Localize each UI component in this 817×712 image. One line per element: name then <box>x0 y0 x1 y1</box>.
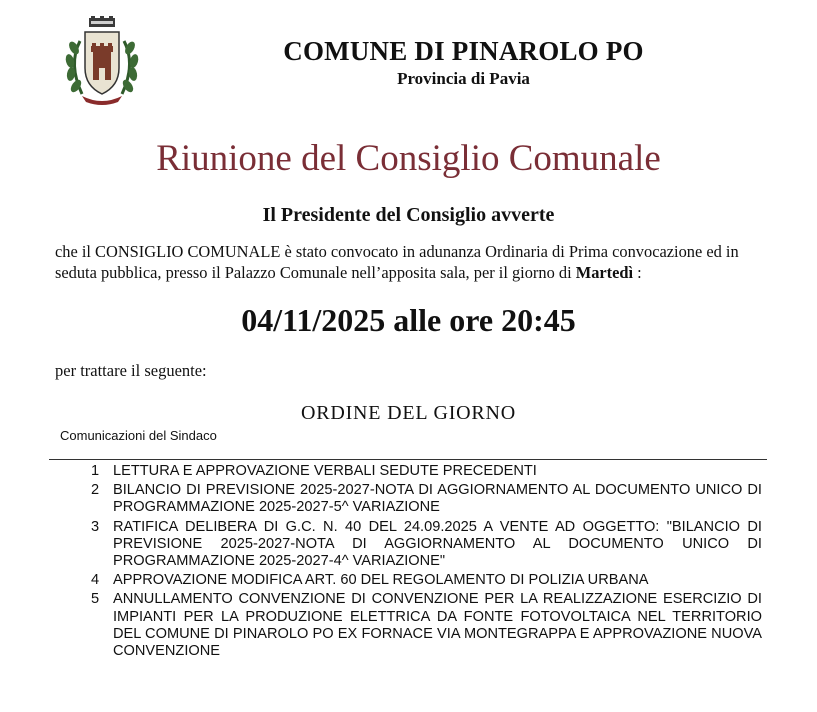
comune-name: COMUNE DI PINAROLO PO <box>283 36 644 66</box>
agenda-item-text: LETTURA E APPROVAZIONE VERBALI SEDUTE PRECEDENTI <box>113 463 537 479</box>
president-notice: Il Presidente del Consiglio avverte <box>262 204 555 226</box>
agenda-item-number: 4 <box>91 572 100 589</box>
convocation-paragraph <box>55 241 775 283</box>
page-title: Riunione del Consiglio Comunale <box>156 138 661 179</box>
convocation-text: che il CONSIGLIO COMUNALE è stato convocato in adunanza Ordinaria di Prima convocazione ed in seduta pubblica, presso il Palazzo Comunale nell’apposita sala, per il giorno di <box>55 242 739 282</box>
convocation-end: : <box>633 263 642 282</box>
agenda-item-number: 5 <box>91 591 100 608</box>
provincia-name: Provincia di Pavia <box>397 69 530 88</box>
mayor-communications: Comunicazioni del Sindaco <box>60 428 217 443</box>
agenda-item-text: APPROVAZIONE MODIFICA ART. 60 DEL REGOLAMENTO DI POLIZIA URBANA <box>113 572 649 589</box>
treat-following: per trattare il seguente: <box>55 361 207 380</box>
agenda-item-text: BILANCIO DI PREVISIONE 2025-2027-NOTA DI AGGIORNAMENTO AL DOCUMENTO UNICO DI PROGRAMMAZIONE 2025-2027-5^ VARIAZIONE <box>113 482 762 516</box>
agenda-item-text: RATIFICA DELIBERA DI G.C. N. 40 DEL 24.09.2025 A VENTE AD OGGETTO: "BILANCIO DI PREVISIONE 2025-2027-NOTA DI AGGIORNAMENTO AL DOCUMENTO UNICO DI PROGRAMMAZIONE 2025-2027-4^ VARIAZIONE" <box>113 518 762 570</box>
agenda-item <box>86 463 762 480</box>
agenda-list <box>86 463 762 662</box>
divider <box>49 459 767 460</box>
agenda-item <box>86 519 762 571</box>
agenda-item-text: ANNULLAMENTO CONVENZIONE DI CONVENZIONE PER LA REALIZZAZIONE ESERCIZIO DI IMPIANTI PER LA PRODUZIONE ELETTRICA DA FONTE FOTOVOLTAICA NEL TERRITORIO DEL COMUNE DI PINAROLO PO EX FORNACE VIA MONTEGRAPPA E APPROVAZIONE NUOVA CONVENZIONE <box>113 591 762 660</box>
agenda-item <box>86 572 762 589</box>
header-comune <box>0 36 817 89</box>
meeting-day: Martedì <box>575 263 634 282</box>
agenda-heading: ORDINE DEL GIORNO <box>300 402 517 424</box>
agenda-item <box>86 591 762 660</box>
agenda-item <box>86 482 762 516</box>
agenda-item-number: 3 <box>91 518 100 535</box>
agenda-item-number: 2 <box>91 482 100 499</box>
agenda-item-number: 1 <box>91 463 100 479</box>
meeting-datetime: 04/11/2025 alle ore 20:45 <box>241 302 576 338</box>
